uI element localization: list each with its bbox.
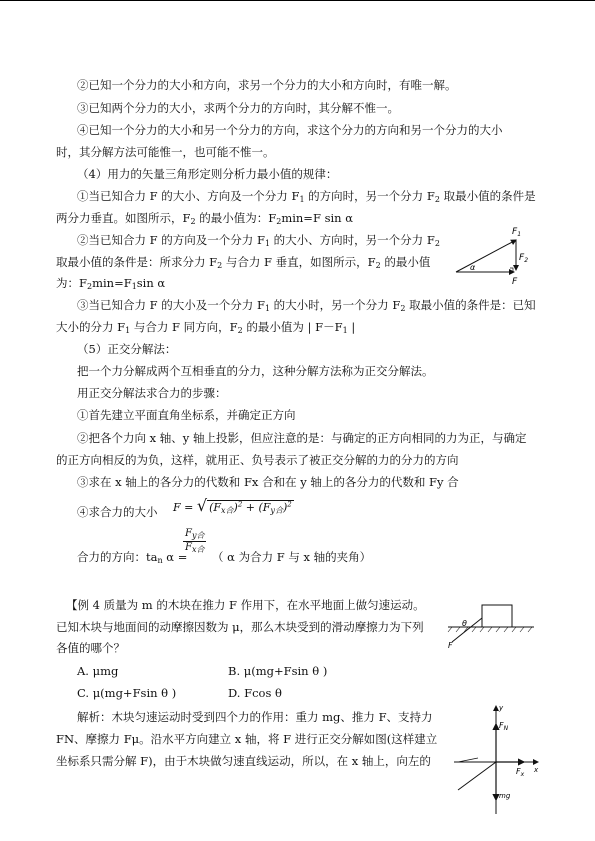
text-line: C. μ(mg+Fsin θ ) bbox=[77, 686, 177, 700]
text-line: 为：$F_2\min=F_1\sin$ α bbox=[56, 276, 166, 291]
text-line: ②已知一个分力的大小和方向，求另一个分力的大小和方向时，有唯一解。 bbox=[77, 78, 457, 92]
text-line: 把一个力分解成两个互相垂直的分力，这种分解方法称为正交分解法。 bbox=[77, 364, 434, 378]
text-line: ①首先建立平面直角坐标系，并确定正方向 bbox=[77, 408, 296, 422]
direction-fraction: $F_{y合}$ $F_{x合}$ bbox=[185, 528, 205, 554]
f1-force-line bbox=[456, 240, 516, 272]
text-line: ②把各个力向 x 轴、y 轴上投影，但应注意的是：与确定的正方向相同的力为正，与确定 bbox=[77, 431, 527, 445]
vector-triangle-figure bbox=[452, 224, 532, 286]
ground-hatching bbox=[448, 627, 532, 632]
f-label: F bbox=[512, 277, 518, 286]
top-rule bbox=[0, 0, 595, 1]
right-angle-mark bbox=[510, 268, 513, 272]
text-line: ③已知两个分力的大小，求两个分力的方向时，其分解不惟一。 bbox=[77, 101, 399, 115]
block-rect bbox=[482, 605, 512, 627]
text-line: 用正交分解法求合力的步骤： bbox=[77, 386, 227, 400]
alpha-label: α bbox=[470, 263, 476, 272]
push-force-line bbox=[458, 762, 496, 790]
text-line: 各值的哪个？ bbox=[56, 641, 125, 655]
text-line: 合力的方向：$ta_n$ α = bbox=[77, 550, 188, 565]
text-line: 【例 4 质量为 m 的木块在推力 F 作用下，在水平地面上做匀速运动。 bbox=[66, 598, 425, 612]
text-line: ③求在 x 轴上的各分力的代数和 Fx 合和在 y 轴上的各分力的代数和 Fy 合 bbox=[77, 475, 459, 489]
fx-label: $F_x$ bbox=[516, 767, 525, 778]
text-line: 已知木块与地面间的动摩擦因数为 μ，那么木块受到的滑动摩擦力为下列 bbox=[56, 620, 424, 634]
text-line: FN、摩擦力 Fμ。沿水平方向建立 x 轴，将 F 进行正交分解如图(这样建立 bbox=[56, 732, 438, 746]
text-line: ②当已知合力 F 的方向及一个分力 $F_1$ 的大小、方向时，另一个分力 $F_2$ bbox=[77, 233, 440, 248]
magnitude-formula: F = √ $(F_{x合})^2 + (F_{y合})^2$ bbox=[173, 496, 292, 515]
friction-arrow bbox=[458, 758, 478, 762]
text-line: ④求合力的大小 bbox=[77, 505, 158, 519]
text-line: A. μmg bbox=[77, 664, 119, 678]
f1-label: $F_1$ bbox=[512, 227, 522, 238]
normal-force-label: $F_N$ bbox=[499, 721, 509, 732]
y-axis-label: y bbox=[499, 704, 504, 712]
text-line: B. μ(mg+Fsin θ ) bbox=[228, 664, 328, 678]
f2-label: $F_2$ bbox=[519, 253, 529, 264]
x-axis-label: x bbox=[534, 766, 539, 774]
push-force-line bbox=[452, 618, 482, 642]
text-line: 大小的分力 $F_1$ 与合力 F 同方向，$F_2$ 的最小值为 | $F-F_1$ | bbox=[56, 320, 356, 335]
force-axes-figure bbox=[452, 702, 542, 820]
push-force-label: F bbox=[448, 641, 453, 650]
text-line: （5）正交分解法： bbox=[77, 342, 177, 356]
text-line: （ α 为合力 F 与 x 轴的夹角） bbox=[212, 550, 372, 564]
text-line: 的正方向相反的为负，这样，就用正、负号表示了被正交分解的力的分力的方向 bbox=[56, 453, 459, 467]
text-line: 解析：木块匀速运动时受到四个力的作用：重力 mg、推力 F、支持力 bbox=[77, 710, 433, 724]
text-line: 两分力垂直。如图所示，$F_2$ 的最小值为：$F_2\min=F$ sin α bbox=[56, 211, 353, 226]
text-line: ③当已知合力 F 的大小及一个分力 $F_1$ 的大小时，另一个分力 $F_2$ 取最小值的条件是：已知 bbox=[77, 298, 536, 313]
text-line: 取最小值的条件是：所求分力 $F_2$ 与合力 F 垂直，如图所示，$F_2$ 的最小值 bbox=[56, 255, 431, 270]
text-line: ①当已知合力 F 的大小、方向及一个分力 $F_1$ 的方向时，另一个分力 $F_2$ 取最小值的条件是 bbox=[77, 189, 536, 204]
theta-label: θ bbox=[462, 619, 467, 628]
block-push-figure bbox=[446, 600, 536, 650]
text-line: 坐标系只需分解 F)，由于木块做匀速直线运动，所以，在 x 轴上，向左的 bbox=[56, 754, 431, 768]
text-line: （4）用力的矢量三角形定则分析力最小值的规律： bbox=[77, 167, 338, 181]
text-line: D. Fcos θ bbox=[228, 686, 282, 700]
text-line: ④已知一个分力的大小和另一个分力的方向，求这个分力的方向和另一个分力的大小 bbox=[77, 123, 503, 137]
gravity-label: mg bbox=[499, 792, 511, 800]
text-line: 时，其分解方法可能惟一，也可能不惟一。 bbox=[56, 145, 275, 159]
